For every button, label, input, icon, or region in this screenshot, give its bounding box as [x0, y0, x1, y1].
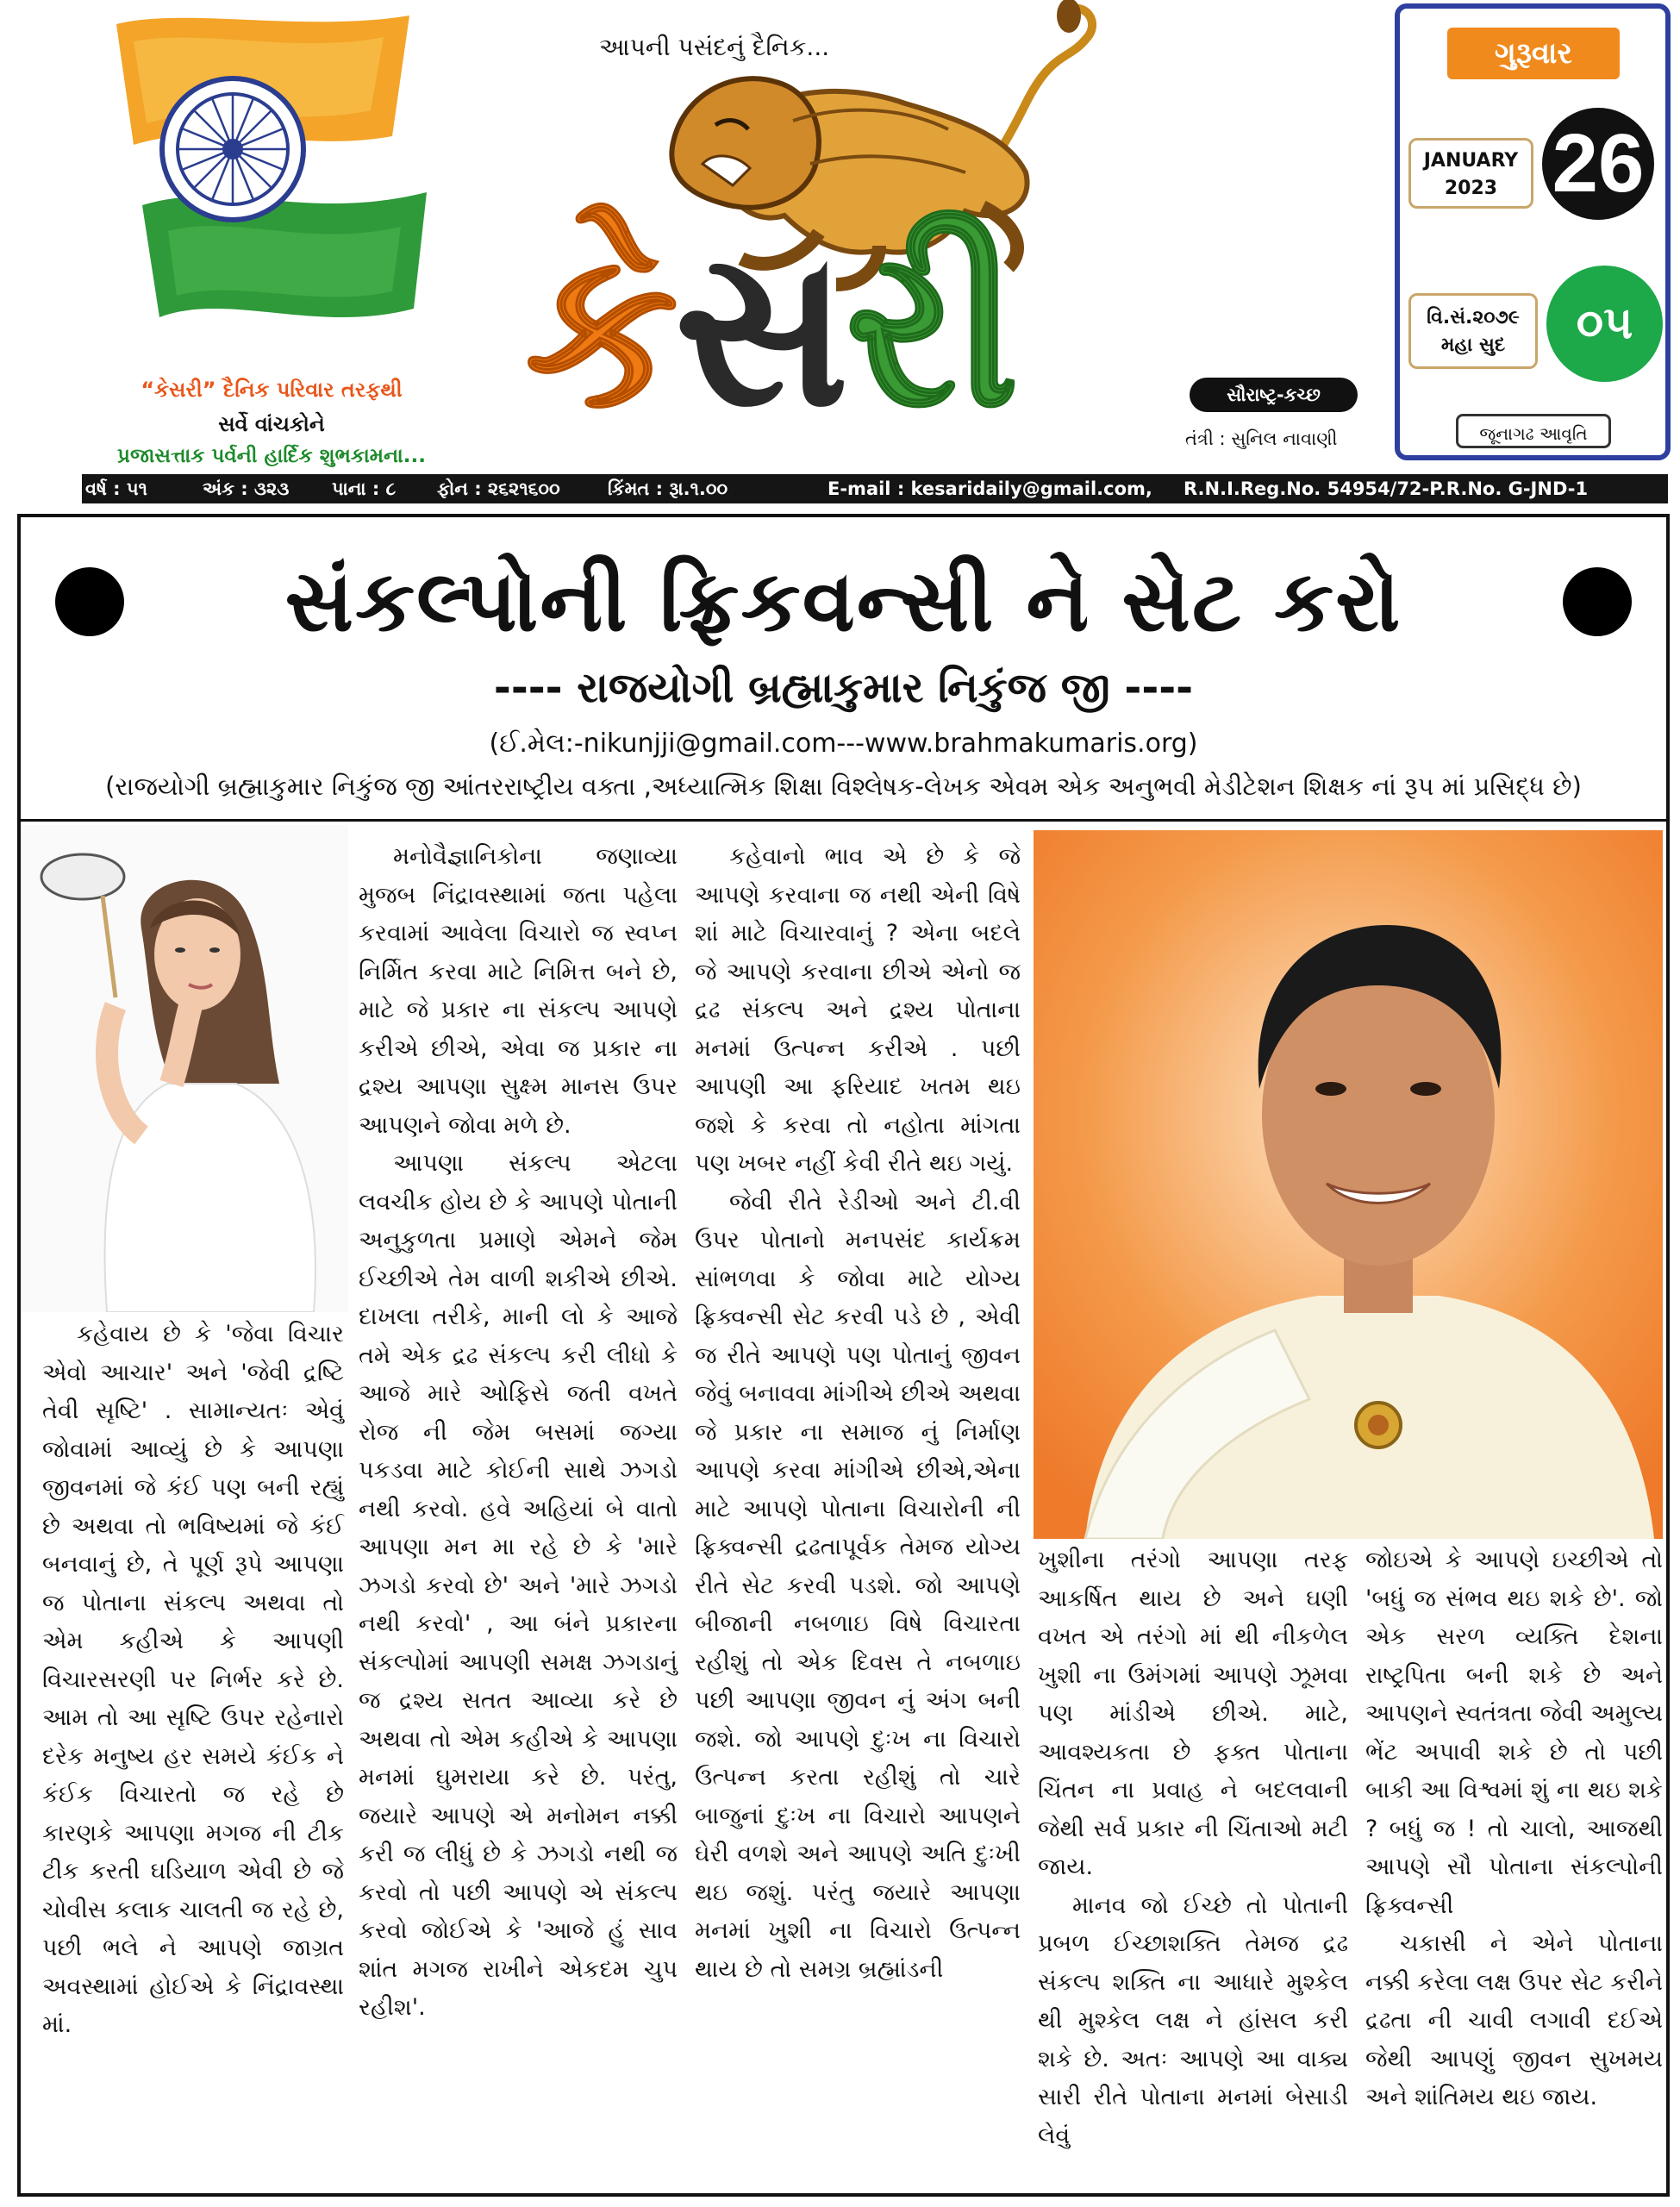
logo-part-2: સ	[674, 201, 846, 454]
phone-number: ફોન : ૨૬૨૧૬૦૦	[437, 478, 560, 499]
newspaper-logo	[517, 0, 1362, 470]
thinking-woman-photo	[21, 825, 348, 1312]
article-column-5	[1365, 1541, 1663, 2117]
republic-day-greeting	[82, 7, 461, 472]
page-count: પાના : ૮	[332, 478, 397, 499]
paragraph: ખુશીના તરંગો આપણા તરફ આકર્ષિત થાય છે અને ઘણી વખત એ તરંગો માં થી નીકળેલ ખુશી ના ઉમંગમાં આપણે ઝૂમવા પણ માંડીએ છીએ. માટે, આવશ્યકતા છે ફક્ત પોતાના ચિંતન ના પ્રવાહ ને બદલવાની જેથી સર્વ પ્રકાર ની ચિંતાઓ મટી જાય.	[1038, 1547, 1348, 1880]
logo-wordmark	[526, 201, 1015, 454]
article-column-1	[42, 1316, 344, 2045]
paragraph: આપણા સંકલ્પ એટલા લવચીક હોય છે કે આપણે પોતાની અનુકુળતા પ્રમાણે એમને જેમ ઈચ્છીએ તેમ વાળી શકીએ છીએ. દાખલા તરીકે, માની લો કે આજે તમે એક દ્રઢ સંકલ્પ કરી લીધો કે આજે મારે ઓફિસે જતી વખતે રોજ ની જેમ બસમાં જગ્યા પકડવા માટે કોઈની સાથે ઝગડો નથી કરવો. હવે અહિયાં બે વાતો આપણા મન મા રહે છે કે 'મારે ઝગડો કરવો છે' અને 'મારે ઝગડો નથી કરવો' , આ બંને પ્રકારના સંકલ્પોમાં આપણી સમક્ષ ઝગડાનું જ દ્રશ્ય સતત આવ્યા કરે છે અથવા તો એમ કહીએ કે આપણા મનમાં ઘુમરાયા કરે છે. પરંતુ, જયારે આપણે એ મનોમન નક્કી કરી જ લીધું છે કે ઝગડો નથી જ કરવો તો પછી આપણે એ સંકલ્પ કરવો જોઈએ કે 'આજે હું સાવ શાંત મગજ રાખીને એકદમ ચુપ રહીશ'.	[359, 1150, 678, 2021]
article-column-2	[359, 838, 678, 2028]
author-contact: (ઈ.મેલ:-nikunjji@gmail.com---www.brahmakumaris.org)	[489, 728, 1198, 759]
paragraph: ચકાસી ને એને પોતાના નક્કી કરેલા લક્ષ ઉપર સેટ કરીને દ્રઢતા ની ચાવી લગાવી દઈએ જેથી આપણું જીવન સુખમય અને શાંતિમય થઇ જાય.	[1365, 1930, 1663, 2110]
greeting-line-3: પ્રજાસત્તાક પર્વની હાર્દિક શુભકામના...	[117, 445, 426, 467]
byline: ---- રાજયોગી બ્રહ્માકુમાર નિકુંજ જી ----	[493, 664, 1194, 712]
article	[17, 514, 1670, 2197]
weekday-badge: ગુરૂવાર	[1447, 28, 1620, 79]
divider	[21, 819, 1666, 822]
logo-part-3: રી	[846, 201, 1015, 454]
indian-flag-icon	[82, 7, 461, 369]
registration-number: R.N.I.Reg.No. 54954/72-P.R.No. G-JND-1	[1183, 478, 1589, 499]
samvat-month: મહા સુદ	[1440, 334, 1506, 356]
year: 2023	[1444, 178, 1498, 199]
headline: સંકલ્પોની ફ્રિકવન્સી ને સેટ કરો	[284, 553, 1402, 651]
paragraph: કહેવાય છે કે 'જેવા વિચાર એવો આચાર' અને 'જેવી દ્રષ્ટિ તેવી સૃષ્ટિ' . સામાન્યતઃ એવું જોવામાં આવ્યું છે કે આપણા જીવનમાં જે કંઈ પણ બની રહ્યું છે અથવા તો ભવિષ્યમાં જે કંઈ બનવાનું છે, તે પૂર્ણ રૂપે આપણા જ પોતાના સંકલ્પ અથવા તો એમ કહીએ કે આપણી વિચારસરણી પર નિર્ભર કરે છે. આમ તો આ સૃષ્ટિ ઉપર રહેનારો દરેક મનુષ્ય હર સમયે કંઈક ને કંઈક વિચારતો જ રહે છે કારણકે આપણા મગજ ની ટીક ટીક કરતી ઘડિયાળ એવી છે જે ચોવીસ કલાક ચાલતી જ રહે છે, પછી ભલે ને આપણે જાગ્રત અવસ્થામાં હોઈએ કે નિંદ્રાવસ્થા માં.	[42, 1321, 344, 2038]
edition-badge: જૂનાગઢ આવૃતિ	[1456, 414, 1611, 448]
author-bio: (રાજયોગી બ્રહ્માકુમાર નિકુંજ જી આંતરરાષ્ટ્રીય વક્તા ,અધ્યાત્મિક શિક્ષા વિશ્લેષક-લેખક એવમ એક અનુભવી મેડીટેશન શિક્ષક નાં રૂપ માં પ્રસિદ્ધ છે)	[105, 772, 1582, 801]
volume-number: વર્ષ : ૫૧	[85, 478, 147, 499]
day-number: 26	[1542, 108, 1654, 220]
tithi-number: ૦૫	[1546, 266, 1663, 382]
date-box	[1395, 3, 1671, 460]
bullet-icon	[1563, 567, 1632, 636]
email-address: E-mail : kesaridaily@gmail.com,	[828, 478, 1152, 499]
month: JANUARY	[1423, 150, 1519, 172]
samvat-date	[1408, 293, 1538, 369]
month-year	[1408, 138, 1533, 209]
paragraph: માનવ જો ઈચ્છે તો પોતાની પ્રબળ ઈચ્છાશક્તિ તેમજ દ્રઢ સંકલ્પ શક્તિ ના આધારે મુશ્કેલ થી મુશ્કેલ લક્ષ ને હાંસલ કરી શકે છે. અતઃ આપણે આ વાક્ય સારી રીતે પોતાના મનમાં બેસાડી લેવું	[1038, 1891, 1348, 2149]
paragraph: જોઇએ કે આપણે ઇચ્છીએ તો 'બધું જ સંભવ થઇ શકે છે'. જો એક સરળ વ્યક્તિ દેશના રાષ્ટ્રપિતા બની શકે છે અને આપણને સ્વતંત્રતા જેવી અમુલ્ય ભેંટ અપાવી શકે છે તો પછી બાકી આ વિશ્વમાં શું ના થઇ શકે ? બધું જ ! તો ચાલો, આજથી આપણે સૌ પોતાના સંકલ્પોની ફ્રિક્વન્સી	[1365, 1547, 1663, 1919]
info-strip	[82, 474, 1668, 503]
author-portrait-photo	[1034, 830, 1663, 1539]
article-column-3	[695, 838, 1021, 1989]
paragraph: જેવી રીતે રેડીઓ અને ટી.વી ઉપર પોતાનો મનપસંદ કાર્યક્રમ સાંભળવા કે જોવા માટે યોગ્ય ફ્રિક્વન્સી સેટ કરવી પડે છે , એવી જ રીતે આપણે પણ પોતાનું જીવન જેવું બનાવવા માંગીએ છીએ અથવા જે પ્રકાર ના સમાજ નું નિર્માણ આપણે કરવા માંગીએ છીએ,એના માટે આપણે પોતાના વિચારોની ની ફ્રિક્વન્સી દ્રઢતાપૂર્વક તેમજ યોગ્ય રીતે સેટ કરવી પડશે. જો આપણે બીજાની નબળાઇ વિષે વિચારતા રહીશું તો એક દિવસ તે નબળાઇ પછી આપણા જીવન નું અંગ બની જશે. જો આપણે દુઃખ ના વિચારો ઉત્પન્ન કરતા રહીશું તો ચારે બાજુનાં દુઃખ ના વિચારો આપણને ઘેરી વળશે અને આપણે અતિ દુઃખી થઇ જશું. પરંતુ જયારે આપણા મનમાં ખુશી ના વિચારો ઉત્પન્ન થાય છે તો સમગ્ર બ્રહ્માંડની	[695, 1188, 1021, 1983]
bullet-icon	[55, 567, 124, 636]
editor-name: તંત્રી : સુનિલ નાવાણી	[1185, 428, 1338, 449]
greeting-line-1: “કેસરી” દૈનિક પરિવાર તરફથી	[141, 378, 403, 402]
issue-number: અંક : ૩૨૩	[203, 478, 290, 499]
region-badge: સૌરાષ્ટ્ર-કચ્છ	[1190, 378, 1358, 412]
logo-part-1: કે	[526, 201, 675, 454]
price: કિંમત : રૂા.૧.૦૦	[608, 478, 728, 499]
samvat-year: વિ.સં.૨૦૭૯	[1427, 307, 1520, 328]
greeting-line-2: સર્વે વાંચકોને	[218, 412, 325, 436]
tagline: આપની પસંદનું દૈનિક...	[599, 33, 830, 61]
paragraph: કહેવાનો ભાવ એ છે કે જે આપણે કરવાના જ નથી એની વિષે શાં માટે વિચારવાનું ? એના બદલે જે આપણે કરવાના છીએ એનો જ દ્રઢ સંકલ્પ અને દ્રશ્ય પોતાના મનમાં ઉત્પન્ન કરીએ . પછી આપણી આ ફરિયાદ ખતમ થઇ જશે કે કરવા તો નહોતા માંગતા પણ ખબર નહીં કેવી રીતે થઇ ગયું.	[695, 843, 1021, 1177]
paragraph: મનોવૈજ્ઞાનિકોના જણાવ્યા મુજબ નિંદ્રાવસ્થામાં જતા પહેલા કરવામાં આવેલા વિચારો જ સ્વપ્ન નિર્મિત કરવા માટે નિમિત્ત બને છે, માટે જે પ્રકાર ના સંકલ્પ આપણે કરીએ છીએ, એવા જ પ્રકાર ના દ્રશ્ય આપણા સુક્ષ્મ માનસ ઉપર આપણને જોવા મળે છે.	[359, 843, 678, 1139]
article-column-4	[1038, 1541, 1348, 2155]
headline-row	[21, 535, 1666, 664]
